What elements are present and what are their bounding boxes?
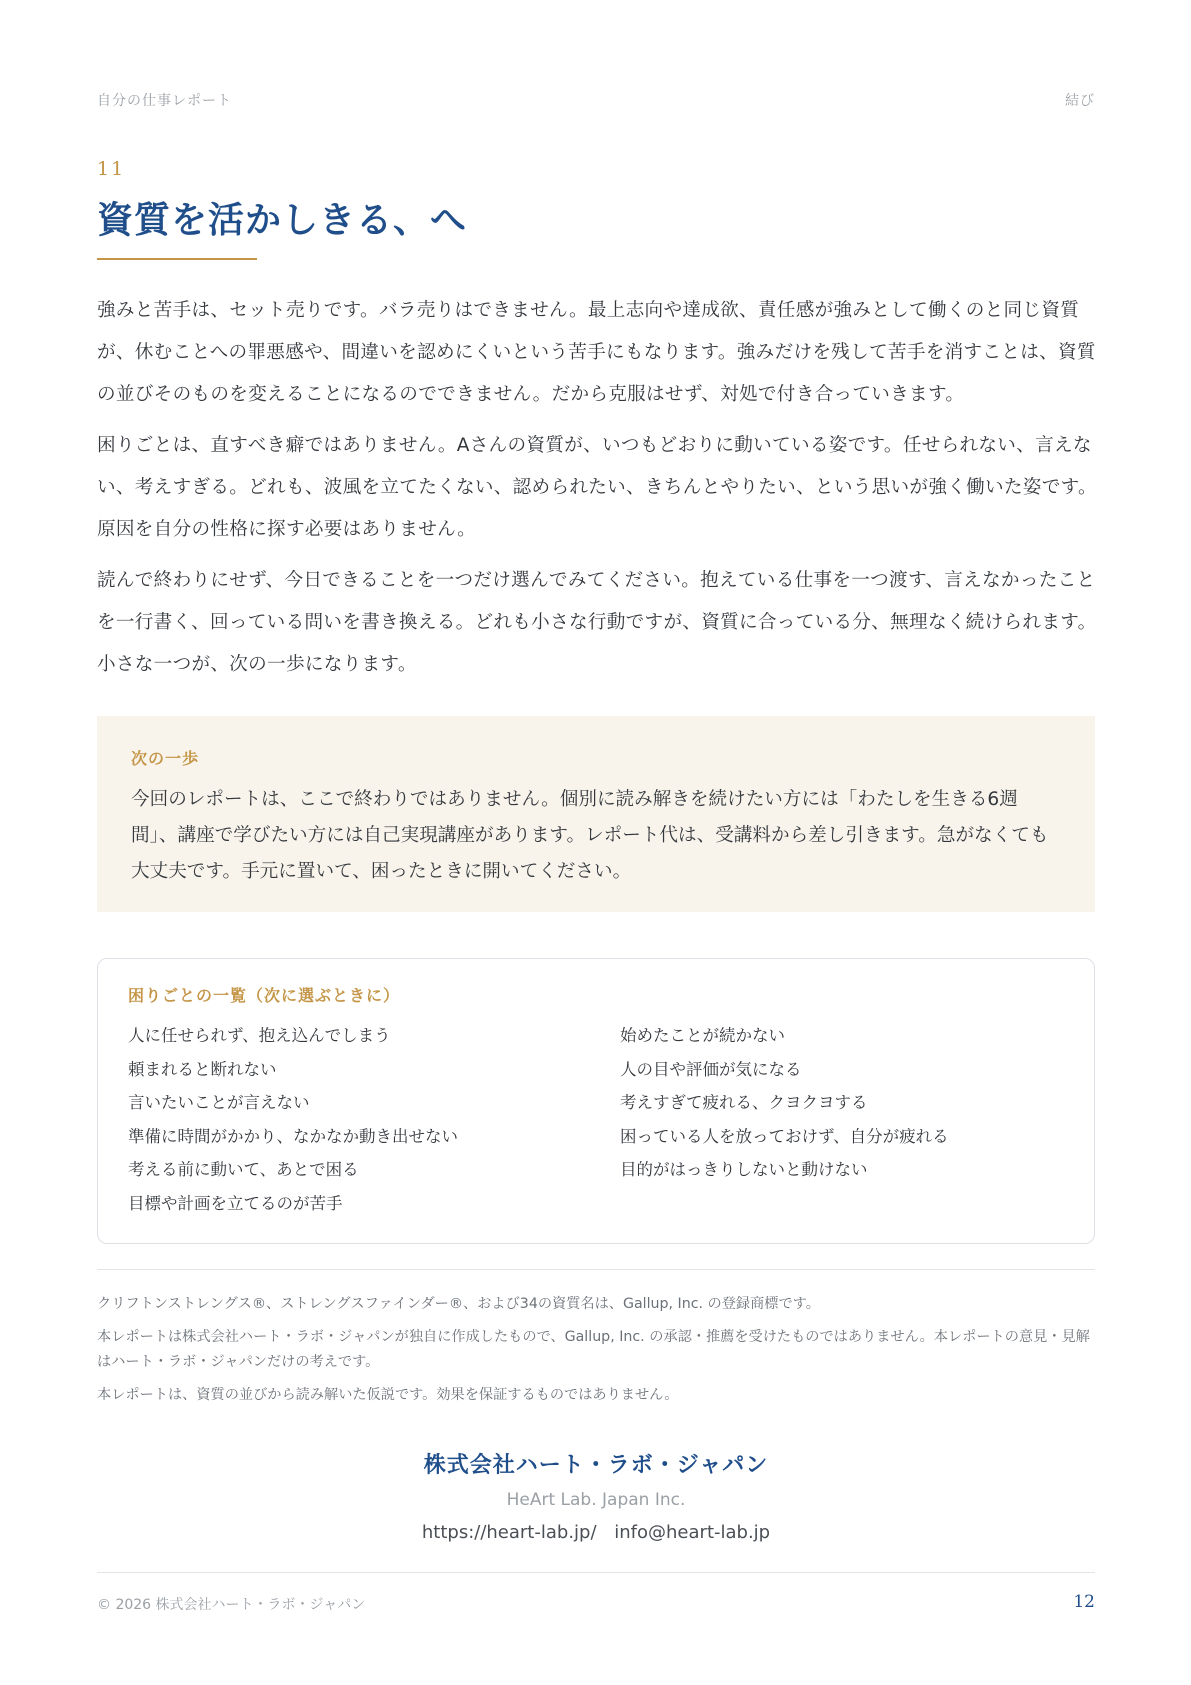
list-item: 人に任せられず、抱え込んでしまう — [128, 1026, 391, 1045]
disclaimer-note: 本レポートは株式会社ハート・ラボ・ジャパンが独自に作成したもので、Gallup, Inc. の承認・推薦を受けたものではありません。本レポートの意見・見解はハート・ラボ・ジャパンだけの考えです。 — [97, 1329, 1090, 1370]
section-number: 11 — [97, 158, 126, 180]
company-contact — [97, 1522, 1095, 1543]
next-step-text: 今回のレポートは、ここで終わりではありません。個別に読み解きを続けたい方には「わたしを生きる6週間」、講座で学びたい方には自己実現講座があります。レポート代は、受講料から差し引きます。急がなくても大丈夫です。手元に置いて、困ったときに開いてください。 — [131, 789, 1049, 882]
next-step-label: 次の一歩 — [131, 749, 200, 768]
section-title: 資質を活かしきる、へ — [97, 199, 468, 241]
list-item: 頼まれると断れない — [128, 1059, 277, 1079]
list-item: 始めたことが続かない — [620, 1026, 785, 1045]
list-item: 準備に時間がかかり、なかなか動き出せない — [128, 1126, 458, 1146]
header-chapter-name: 結び — [1065, 93, 1095, 109]
footer-divider — [97, 1572, 1095, 1573]
page-number: 12 — [1073, 1592, 1095, 1612]
list-item: 考えすぎて疲れる、クヨクヨする — [620, 1093, 868, 1112]
body-paragraph: 読んで終わりにせず、今日できることを一つだけ選んでみてください。抱えている仕事を一つ渡す、言えなかったことを一行書く、回っている問いを書き換える。どれも小さな行動ですが、資質に合っている分、無理なく続けられます。小さな一つが、次の一歩になります。 — [97, 570, 1097, 675]
hypothesis-note: 本レポートは、資質の並びから読み解いた仮説です。効果を保証するものではありません。 — [97, 1387, 679, 1403]
list-item: 目標や計画を立てるのが苦手 — [128, 1193, 343, 1213]
troubles-list-left — [128, 1019, 608, 1220]
company-name-en: HeArt Lab. Japan Inc. — [506, 1490, 686, 1510]
legal-notes — [97, 1292, 1095, 1416]
company-name-ja: 株式会社ハート・ラボ・ジャパン — [423, 1452, 769, 1478]
list-item: 目的がはっきりしないと動けない — [620, 1160, 868, 1179]
divider — [97, 1269, 1095, 1270]
next-step-callout — [97, 716, 1095, 912]
body-paragraph: 困りごとは、直すべき癖ではありません。Aさんの資質が、いつもどおりに動いている姿です。任せられない、言えない、考えすぎる。どれも、波風を立てたくない、認められたい、きちんとやりたい、という思いが強く働いた姿です。原因を自分の性格に探す必要はありません。 — [97, 435, 1097, 540]
body-paragraph: 強みと苦手は、セット売りです。バラ売りはできません。最上志向や達成欲、責任感が強みとして働くのと同じ資質が、休むことへの罪悪感や、間違いを認めにくいという苦手にもなります。強みだけを残して苦手を消すことは、資質の並びそのものを変えることになるのでできません。だから克服はせず、対処で付き合っていきます。 — [97, 300, 1096, 405]
header-report-title: 自分の仕事レポート — [97, 93, 232, 109]
company-email-link[interactable]: info@heart-lab.jp — [614, 1522, 771, 1543]
list-item: 言いたいことが言えない — [128, 1093, 310, 1112]
trademark-note: クリフトンストレングス®、ストレングスファインダー®、および34の資質名は、Gallup, Inc. の登録商標です。 — [97, 1296, 820, 1312]
report-page — [97, 0, 1095, 1685]
troubles-list-label: 困りごとの一覧（次に選ぶときに） — [128, 986, 401, 1005]
title-underline — [97, 258, 257, 260]
company-url-link[interactable]: https://heart-lab.jp/ — [421, 1522, 597, 1543]
list-item: 考える前に動いて、あとで困る — [128, 1160, 359, 1179]
list-item: 人の目や評価が気になる — [620, 1059, 802, 1079]
running-header — [97, 90, 1095, 110]
troubles-list-right — [620, 1019, 1080, 1187]
footer-copyright: © 2026 株式会社ハート・ラボ・ジャパン — [97, 1597, 366, 1613]
troubles-list-box — [97, 958, 1095, 1244]
list-item: 困っている人を放っておけず、自分が疲れる — [620, 1126, 949, 1146]
